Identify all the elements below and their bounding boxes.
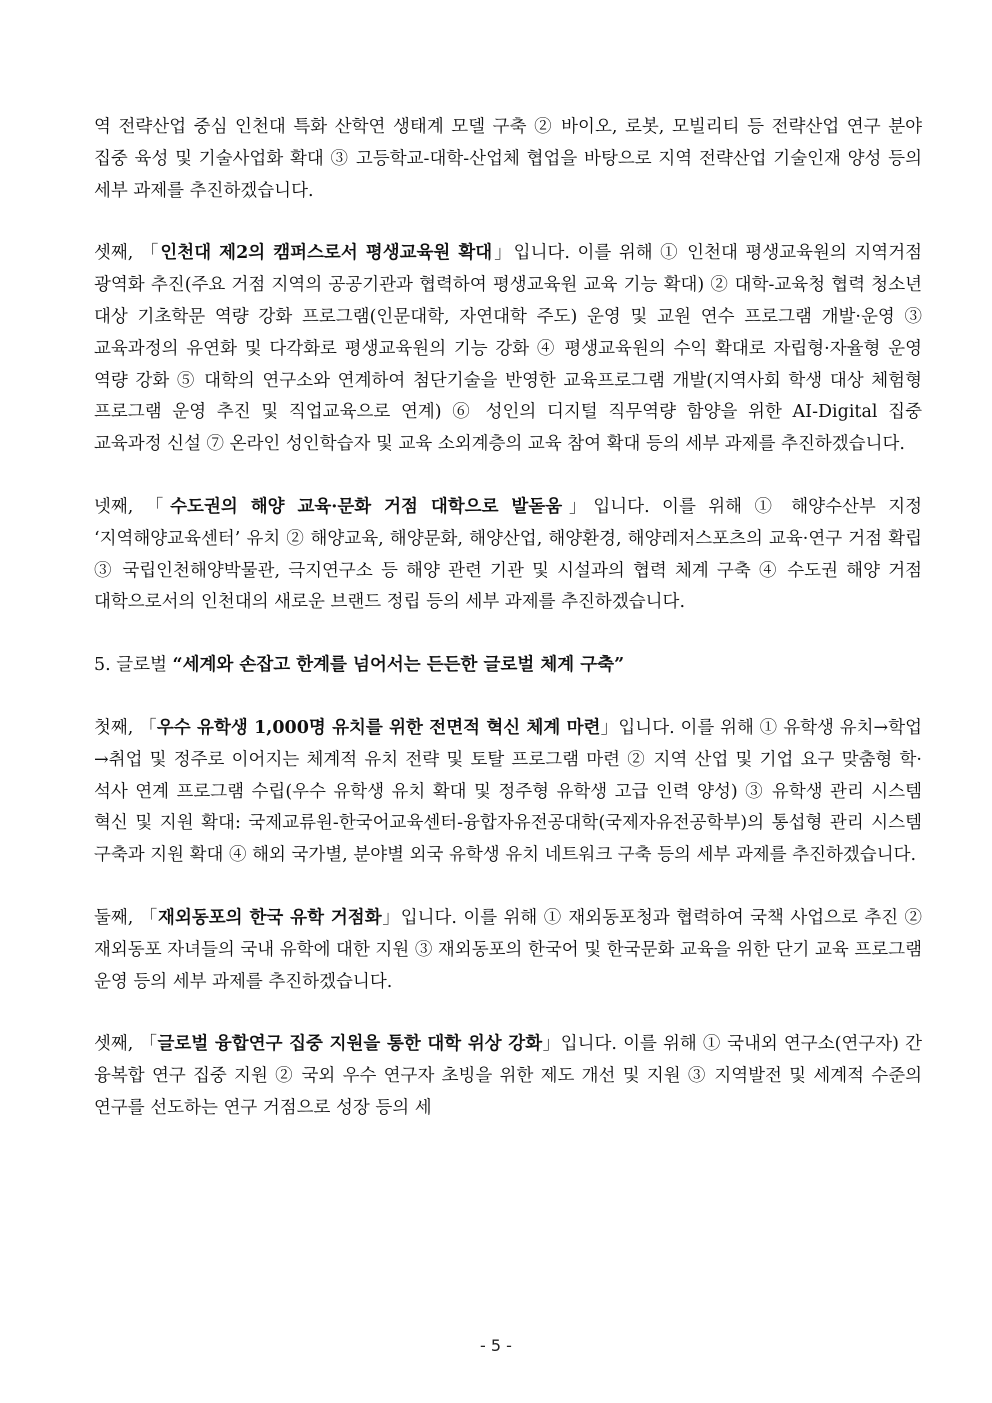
paragraph-title: 글로벌 융합연구 집중 지원을 통한 대학 위상 강화 — [157, 1034, 543, 1055]
paragraph-third-lifelong-education: 셋째, 「인천대 제2의 캠퍼스로서 평생교육원 확대」입니다. 이를 위해 ① 인천대 평생교육원의 지역거점 광역화 추진(주요 거점 지역의 공공기관과 협력하여 평생교육원 교육 기능 확대) ② 대학-교육청 협력 청소년 대상 기초학문 역량 강화 프로그램(인문대학, 자연대학 주도) 운영 및 교원 연수 프로그램 개발·운영 ③ 교육과정의 유연화 및 다각화로 평생교육원의 기능 강화 ④ 평생교육원의 수익 확대로 자립형·자율형 운영 역량 강화 ⑤ 대학의 연구소와 연계하여 첨단기술을 반영한 교육프로그램 개발(지역사회 학생 대상 체험형 프로그램 운영 추진 및 직업교육으로 연계) ⑥ 성인의 디지털 직무역량 함양을 위한 AI-Digital 집중 교육과정 신설 ⑦ 온라인 성인학습자 및 교육 소외계층의 교육 참여 확대 등의 세부 과제를 추진하겠습니다. — [94, 243, 923, 455]
paragraph-second-overseas-koreans: 둘째, 「재외동포의 한국 유학 거점화」입니다. 이를 위해 ① 재외동포청과 협력하여 국책 사업으로 추진 ② 재외동포 자녀들의 국내 유학에 대한 지원 ③ 재외동포의 한국어 및 한국문화 교육을 위한 단기 교육 프로그램 운영 등의 세부 과제를 추진하겠습니다. — [94, 907, 922, 992]
paragraph-title: 재외동포의 한국 유학 거점화 — [158, 907, 382, 928]
paragraph-third-global-research: 셋째, 「글로벌 융합연구 집중 지원을 통한 대학 위상 강화」입니다. 이를 위해 ① 국내외 연구소(연구자) 간 융복합 연구 집중 지원 ② 국외 우수 연구자 초빙을 위한 제도 개선 및 지원 ③ 지역발전 및 세계적 수준의 연구를 선도하는 연구 거점으로 성장 등의 세 — [94, 1034, 923, 1118]
paragraph-fourth-marine-education: 넷째, 「수도권의 해양 교육·문화 거점 대학으로 발돋움」입니다. 이를 위해 ① 해양수산부 지정 ‘지역해양교육센터’ 유치 ② 해양교육, 해양문화, 해양산업, 해양환경, 해양레저스포츠의 교육·연구 거점 확립 ③ 국립인천해양박물관, 극지연구소 등 해양 관련 기관 및 시설과의 협력 체계 구축 ④ 수도권 해양 거점 대학으로서의 인천대의 새로운 브랜드 정립 등의 세부 과제를 추진하겠습니다. — [94, 496, 923, 613]
paragraph-title: 수도권의 해양 교육·문화 거점 대학으로 발돋움 — [170, 496, 563, 517]
paragraph-title: 인천대 제2의 캠퍼스로서 평생교육원 확대 — [160, 243, 493, 264]
paragraph-title: 우수 유학생 1,000명 유치를 위한 전면적 혁신 체계 마련 — [156, 717, 601, 738]
page-number: - 5 - — [480, 1336, 512, 1355]
document-body — [94, 112, 922, 1125]
section-heading-global: 5. 글로벌 “세계와 손잡고 한계를 넘어서는 든든한 글로벌 체계 구축” — [94, 655, 625, 676]
paragraph-first-international-students: 첫째, 「우수 유학생 1,000명 유치를 위한 전면적 혁신 체계 마련」입니다. 이를 위해 ① 유학생 유치→학업→취업 및 정주로 이어지는 체계적 유치 전략 및 토탈 프로그램 마련 ② 지역 산업 및 기업 요구 맞춤형 학·석사 연계 프로그램 수립(우수 유학생 유치 확대 및 정주형 유학생 고급 인력 양성) ③ 유학생 관리 시스템 혁신 및 지원 확대: 국제교류원-한국어교육센터-융합자유전공대학(국제자유전공학부)의 통섭형 관리 시스템 구축과 지원 확대 ④ 해외 국가별, 분야별 외국 유학생 유치 네트워크 구축 등의 세부 과제를 추진하겠습니다. — [94, 717, 922, 866]
paragraph-continuation: 역 전략산업 중심 인천대 특화 산학연 생태계 모델 구축 ② 바이오, 로봇, 모빌리티 등 전략산업 연구 분야 집중 육성 및 기술사업화 확대 ③ 고등학교-대학-산업체 협업을 바탕으로 지역 전략산업 기술인재 양성 등의 세부 과제를 추진하겠습니다. — [94, 117, 922, 201]
